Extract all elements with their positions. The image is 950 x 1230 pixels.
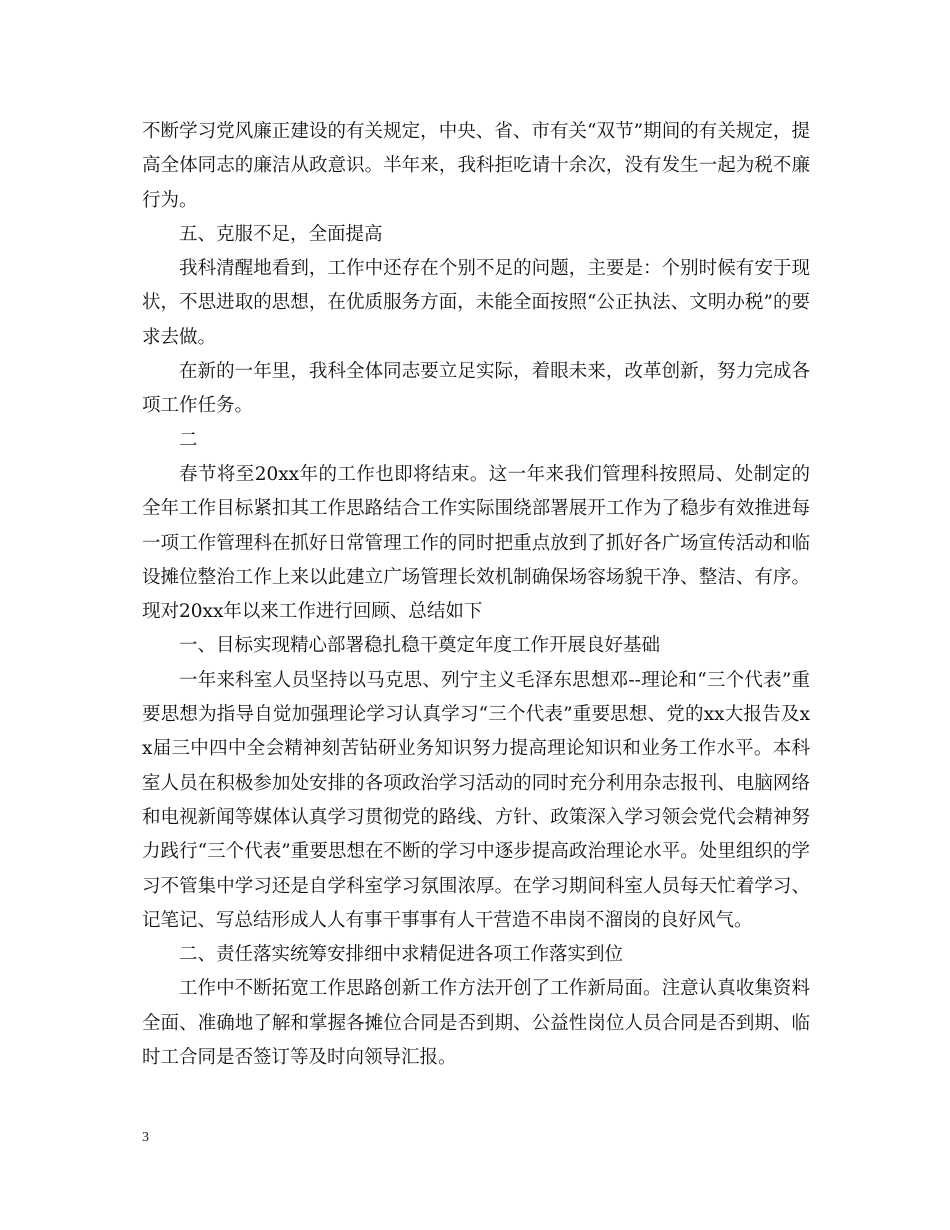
- page-number: 3: [142, 1130, 149, 1145]
- paragraph: 在新的一年里，我科全体同志要立足实际，着眼未来，改革创新，努力完成各项工作任务。: [142, 361, 810, 417]
- section-heading-one: 一、目标实现精心部署稳扎稳干奠定年度工作开展良好基础: [179, 635, 661, 657]
- paragraph: 春节将至20xx年的工作也即将结束。这一年来我们管理科按照局、处制定的全年工作目标紧扣其工作思路结合工作实际围绕部署展开工作为了稳步有效推进每一项工作管理科在抓好日常管理工作的同时把重点放到了抓好各广场宣传活动和临设摊位整治工作上来以此建立广场管理长效机制确保场容场貌干净、整洁、有序。现对20xx年以来工作进行回顾、总结如下: [142, 463, 810, 623]
- body-text: [142, 115, 810, 1075]
- paragraph: 工作中不断拓宽工作思路创新工作方法开创了工作新局面。注意认真收集资料全面、准确地了解和掌握各摊位合同是否到期、公益性岗位人员合同是否到期、临时工合同是否签订等及时向领导汇报。: [142, 978, 810, 1069]
- paragraph: 我科清醒地看到，工作中还存在个别不足的问题，主要是：个别时候有安于现状，不思进取的思想，在优质服务方面，未能全面按照“公正执法、文明办税”的要求去做。: [142, 258, 810, 348]
- paragraph-continuation: 不断学习党风廉正建设的有关规定，中央、省、市有关“双节”期间的有关规定，提高全体同志的廉洁从政意识。半年来，我科拒吃请十余次，没有发生一起为税不廉行为。: [142, 121, 810, 211]
- section-heading-five: 五、克服不足，全面提高: [179, 223, 383, 245]
- part-marker: 二: [179, 429, 198, 451]
- section-heading-two: 二、责任落实统筹安排细中求精促进各项工作落实到位: [179, 944, 624, 966]
- paragraph: 一年来科室人员坚持以马克思、列宁主义毛泽东思想邓--理论和“三个代表”重要思想为指导自觉加强理论学习认真学习“三个代表”重要思想、党的xx大报告及xx届三中四中全会精神刻苦钻研业务知识努力提高理论知识和业务工作水平。本科室人员在积极参加处安排的各项政治学习活动的同时充分利用杂志报刊、电脑网络和电视新闻等媒体认真学习贯彻党的路线、方针、政策深入学习领会党代会精神努力践行“三个代表”重要思想在不断的学习中逐步提高政治理论水平。处里组织的学习不管集中学习还是自学科室学习氛围浓厚。在学习期间科室人员每天忙着学习、记笔记、写总结形成人人有事干事事有人干营造不串岗不溜岗的良好风气。: [142, 669, 810, 931]
